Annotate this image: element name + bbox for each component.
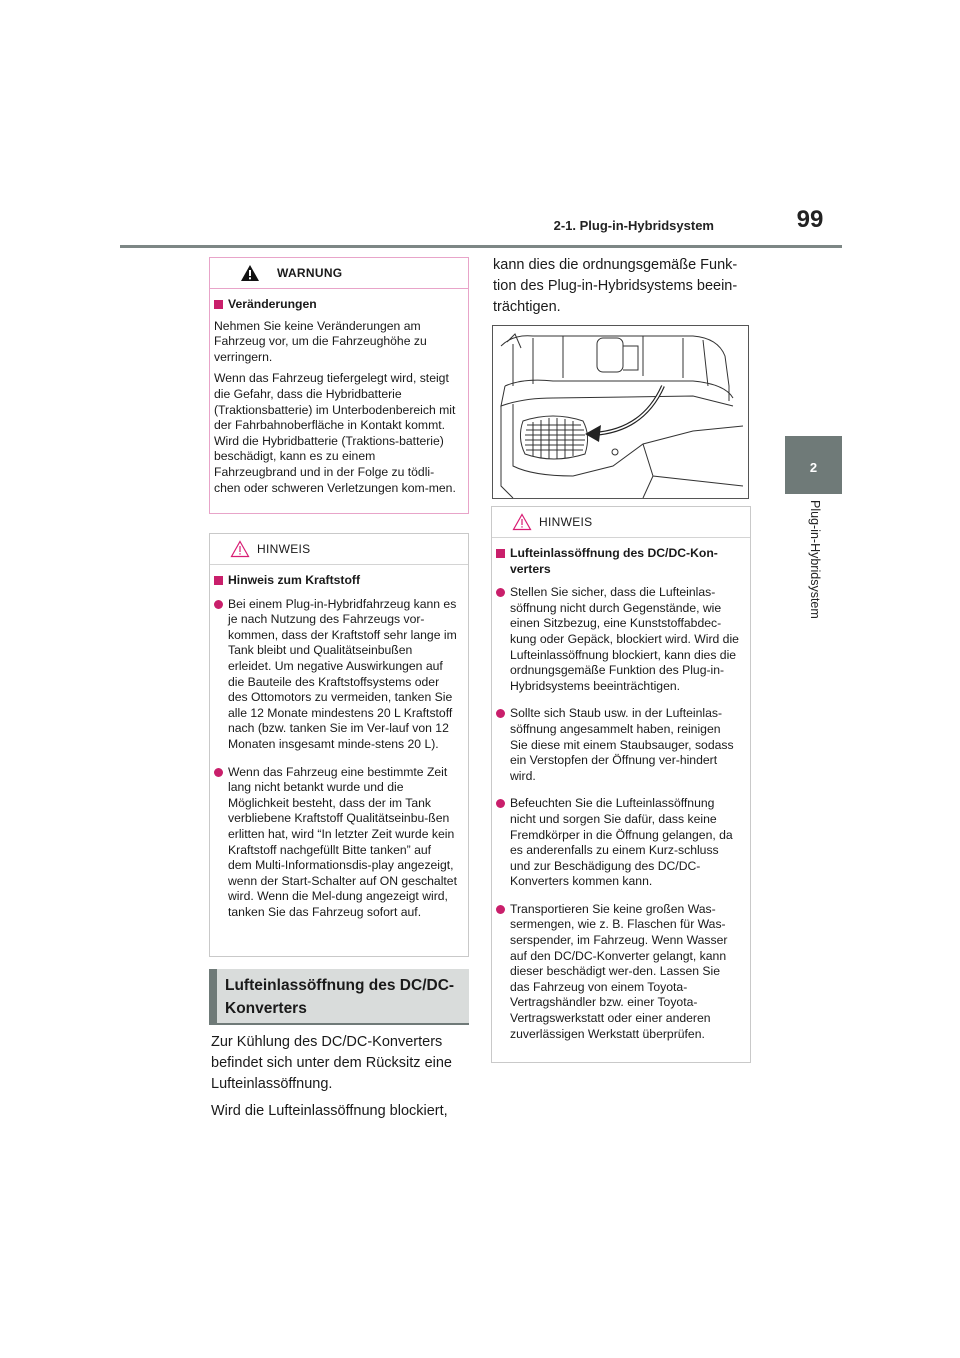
hint-vent-item: Sollte sich Staub usw. in der Lufteinlas-söffnung angesammelt haben, reinigen Sie diese mit einem Staubsauger, sodass ein Verstopfen der Öffnung ver-hindert wird. [496,706,740,784]
warning-box-header [210,258,468,289]
warning-box-title: WARNUNG [277,266,343,280]
rear-seat-vent-drawing [493,326,748,498]
hint-vent-heading: Lufteinlassöffnung des DC/DC-Kon-verters [496,546,740,577]
hint-box-vent-header [492,507,750,538]
caution-triangle-icon [512,513,532,531]
section-header: 2-1. Plug-in-Hybridsystem [553,218,714,233]
hint-fuel-item: Wenn das Fahrzeug eine bestimmte Zeit lang nicht betankt wurde und die Möglichkeit besteht, dass der im Tank verbliebene Kraftstoff Qualitätseinbu-ßen erlitten hat, wird “In letzter Zeit wurde kein Kraftstoff nachgefüllt Bitte tanken” auf dem Multi-Informationsdis-play angezeigt, wenn der Start-Schalter auf ON geschaltet wird. Wenn die Mel-dung angezeigt wird, tanken Sie das Fahrzeug sofort auf. [214,765,458,921]
hint-vent-item: Transportieren Sie keine großen Was-sermengen, wie z. B. Flaschen für Was-serspender, im Fahrzeug. Wenn Wasser auf den DC/DC-Konverter gelangt, kann dieser beschädigt wer-den. Lassen Sie das Fahrzeug von einem Toyota-Vertragshändler bzw. einer Toyota-Vertragswerkstatt oder einer anderen zuverlässigen Werkstatt überprüfen. [496,902,740,1042]
section-para-1: Zur Kühlung des DC/DC-Konverters befindet sich unter dem Rücksitz eine Lufteinlassöffnung. [211,1034,452,1092]
header-rule [120,245,842,248]
hint-box-vent [491,506,751,1063]
hint-fuel-heading: Hinweis zum Kraftstoff [214,573,458,589]
chapter-side-label [785,500,842,650]
section-body-right [493,255,751,324]
hint-box-vent-title: HINWEIS [539,515,593,529]
section-title [209,969,469,1025]
rear-seat-vent-illustration [492,325,749,499]
warning-triangle-icon [240,264,260,282]
hint-vent-item: Stellen Sie sicher, dass die Lufteinlas-söffnung nicht durch Gegenstände, wie einen Sitzbezug, eine Kunststoffabdec-kung oder Gepäck, blockiert wird. Wird die Lufteinlassöffnung blockiert, kann dies die ordnungsgemäße Funktion des Plug-in-Hybridsystems beeinträchtigen. [496,585,740,694]
section-title-bar [209,969,217,1023]
hint-vent-item: Befeuchten Sie die Lufteinlassöffnung nicht und sorgen Sie dafür, dass keine Fremdkörper in die Öffnung gelangen, da es anderenfalls zu einem Kurz-schluss und zur Beschädigung des DC/DC-Konverters kommen kann. [496,796,740,890]
warning-box [209,257,469,514]
hint-box-fuel-title: HINWEIS [257,542,311,556]
hint-box-fuel-header [210,534,468,565]
section-para-2: Wird die Lufteinlassöffnung blockiert, [211,1103,448,1119]
caution-triangle-icon [230,540,250,558]
warning-para-1: Nehmen Sie keine Veränderungen am Fahrzeug vor, um die Fahrzeughöhe zu verringern. [214,318,427,364]
section-para-2-cont: kann dies die ordnungsgemäße Funk-tion des Plug-in-Hybridsystems beein-trächtigen. [493,257,738,315]
hint-fuel-item: Bei einem Plug-in-Hybridfahrzeug kann es je nach Nutzung des Fahrzeugs vor-kommen, dass der Kraftstoff sehr lange im Tank bleibt und Qualitätseinbußen erleidet. Um negative Auswirkungen auf die Bauteile des Kraftstoffsystems oder des Ottomotors zu vermeiden, tanken Sie alle 12 Monate mindestens 20 L Kraftstoff nach (bzw. tanken Sie im Ver-lauf von 12 Monaten insgesamt minde-stens 20 L). [214,597,458,753]
chapter-side-label-text: Plug-in-Hybridsystem [807,500,822,619]
hint-box-fuel [209,533,469,957]
chapter-tab: 2 [785,436,842,494]
warning-para-2: Wenn das Fahrzeug tiefergelegt wird, steigt die Gefahr, dass die Hybridbatterie (Traktionsbatterie) im Unterbodenbereich mit der Fahrbahnoberfläche in Kontakt kommt. Wird die Hybridbatterie (Traktions-batterie) beschädigt, kann es zu einem Fahrzeugbrand und in der Folge zu tödli-chen oder schweren Verletzungen kom-men. [214,371,456,495]
warning-heading: Veränderungen [214,297,458,313]
page-number: 99 [796,206,824,233]
section-title-text: Lufteinlassöffnung des DC/DC-Konverters [225,977,455,1017]
section-body-left [211,1032,469,1128]
